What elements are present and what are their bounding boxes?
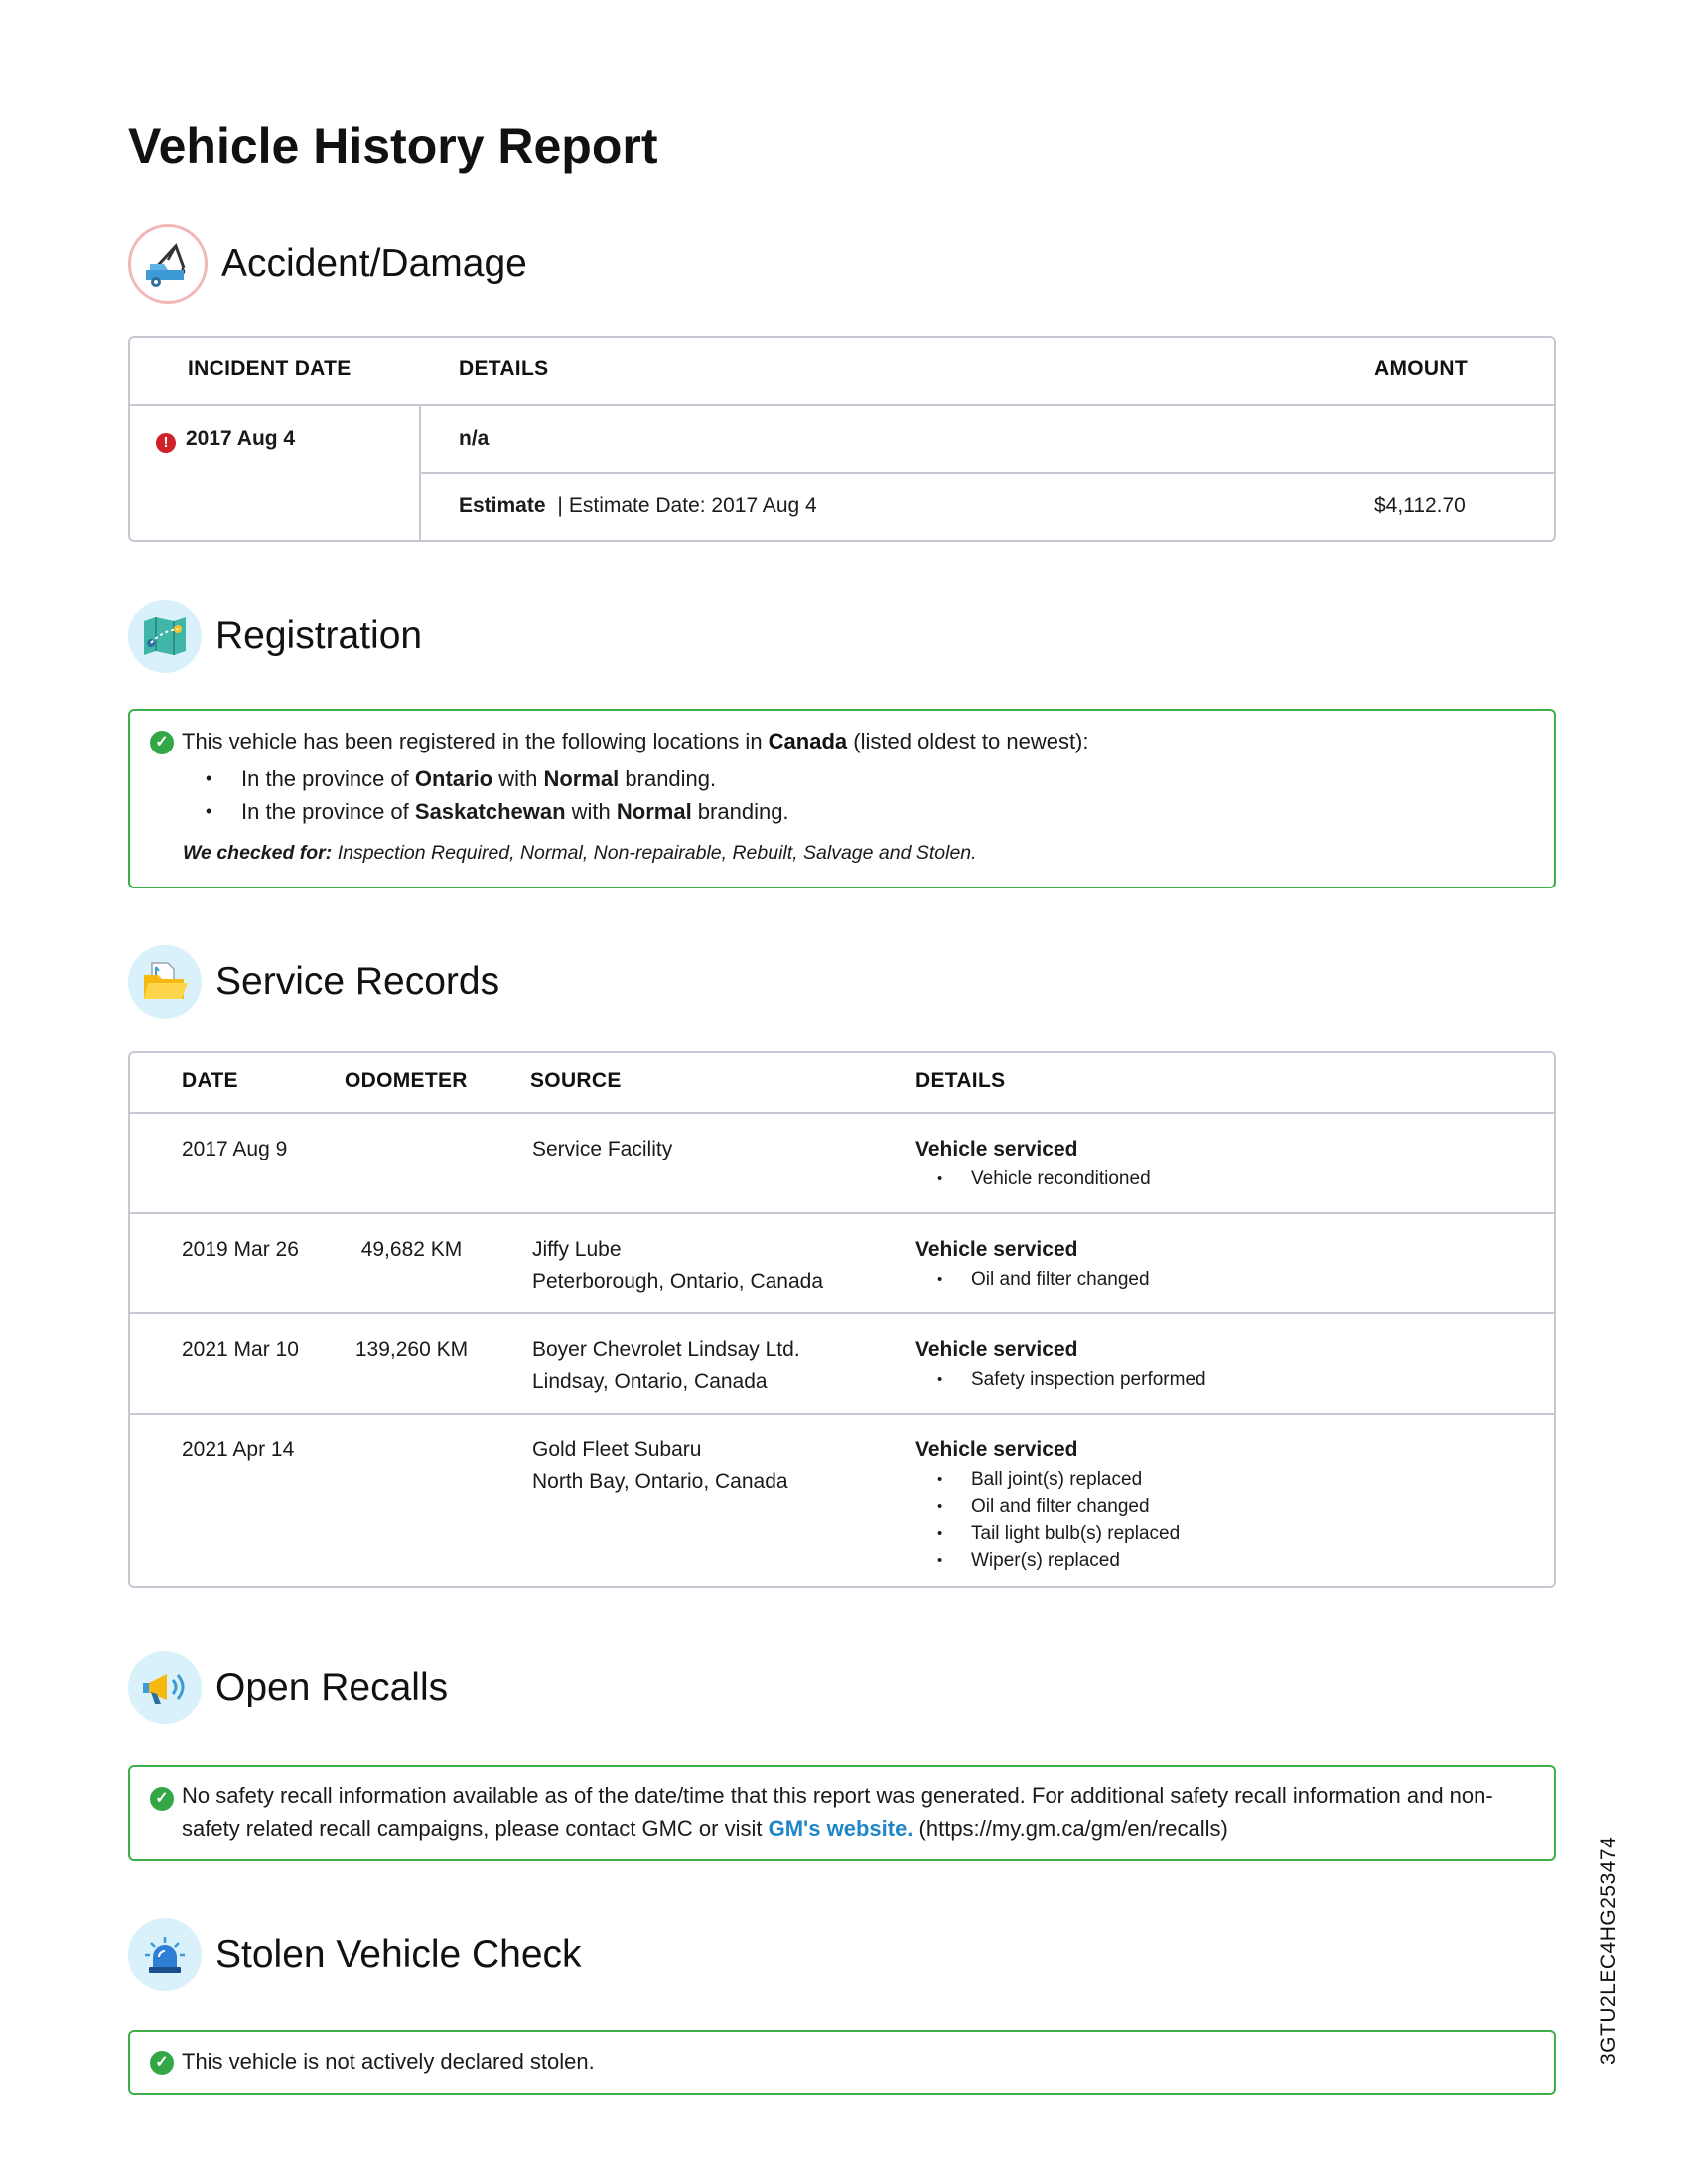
list-item: • Oil and filter changed bbox=[915, 1266, 1150, 1293]
registration-panel bbox=[128, 709, 1556, 888]
estimate-label: Estimate bbox=[459, 494, 546, 517]
item-pre: In the province of bbox=[241, 799, 415, 824]
recalls-panel bbox=[128, 1765, 1556, 1861]
source-name: Service Facility bbox=[532, 1138, 673, 1160]
service-heading: Service Records bbox=[215, 960, 500, 1003]
item-branding: Normal bbox=[543, 766, 620, 791]
check-circle-icon: ✓ bbox=[150, 2051, 174, 2075]
source-name: Gold Fleet Subaru bbox=[532, 1438, 702, 1461]
recalls-heading: Open Recalls bbox=[215, 1666, 449, 1708]
registration-intro-pre: This vehicle has been registered in the following locations in bbox=[182, 729, 769, 753]
check-circle-icon: ✓ bbox=[150, 731, 174, 754]
service-title: Vehicle serviced bbox=[915, 1338, 1078, 1361]
source-location: Lindsay, Ontario, Canada bbox=[532, 1370, 768, 1393]
service-odometer: 139,260 KM bbox=[354, 1338, 469, 1361]
service-source bbox=[532, 1234, 823, 1297]
service-date: 2021 Mar 10 bbox=[182, 1338, 299, 1361]
stolen-message: This vehicle is not actively declared stolen. bbox=[182, 2049, 595, 2074]
list-item: • Tail light bulb(s) replaced bbox=[915, 1520, 1180, 1547]
row-divider bbox=[130, 1413, 1554, 1415]
registration-list bbox=[186, 762, 789, 828]
list-item: • Safety inspection performed bbox=[915, 1366, 1206, 1393]
column-header-details: DETAILS bbox=[459, 357, 549, 380]
estimate-separator: | bbox=[557, 494, 563, 517]
registration-intro-post: (listed oldest to newest): bbox=[847, 729, 1089, 753]
column-header-source: SOURCE bbox=[530, 1069, 622, 1092]
recalls-url-text: (https://my.gm.ca/gm/en/recalls) bbox=[913, 1816, 1228, 1841]
service-details bbox=[915, 1234, 1150, 1293]
row-divider bbox=[130, 1212, 1554, 1214]
service-title: Vehicle serviced bbox=[915, 1438, 1078, 1461]
item-branding: Normal bbox=[616, 799, 692, 824]
recalls-text: No safety recall information available as of the date/time that this report was generated. For additional safety recall information and non-safety related recall campaigns, please contact GMC or visit bbox=[182, 1783, 1493, 1841]
estimate-line bbox=[459, 490, 817, 522]
accident-heading: Accident/Damage bbox=[221, 242, 527, 285]
map-icon bbox=[128, 600, 202, 673]
service-details bbox=[915, 1334, 1206, 1393]
column-header-odometer: ODOMETER bbox=[345, 1069, 468, 1092]
item-post: branding. bbox=[691, 799, 789, 824]
recalls-section-header bbox=[128, 1648, 448, 1727]
list-item: • Wiper(s) replaced bbox=[915, 1547, 1180, 1573]
source-name: Boyer Chevrolet Lindsay Ltd. bbox=[532, 1338, 800, 1361]
checked-for-label: We checked for: bbox=[183, 842, 333, 864]
service-items bbox=[915, 1466, 1180, 1573]
service-details bbox=[915, 1434, 1180, 1573]
checked-for-list: Inspection Required, Normal, Non-repairable, Rebuilt, Salvage and Stolen. bbox=[332, 842, 977, 864]
service-title: Vehicle serviced bbox=[915, 1138, 1078, 1160]
estimate-amount: $4,112.70 bbox=[1374, 494, 1466, 517]
list-item: • Ball joint(s) replaced bbox=[915, 1466, 1180, 1493]
registration-country: Canada bbox=[768, 729, 848, 753]
estimate-date: Estimate Date: 2017 Aug 4 bbox=[568, 494, 817, 517]
column-header-incident-date: INCIDENT DATE bbox=[188, 357, 352, 380]
source-location: Peterborough, Ontario, Canada bbox=[532, 1270, 824, 1293]
recalls-message bbox=[182, 1779, 1542, 1844]
service-date: 2017 Aug 9 bbox=[182, 1138, 288, 1160]
stolen-section-header bbox=[128, 1915, 582, 1994]
service-source bbox=[532, 1434, 788, 1498]
service-section-header bbox=[128, 942, 499, 1022]
checked-for-note bbox=[183, 842, 977, 865]
list-item: • Vehicle reconditioned bbox=[915, 1165, 1151, 1192]
megaphone-icon bbox=[128, 1651, 202, 1724]
list-item: • Oil and filter changed bbox=[915, 1493, 1180, 1520]
stolen-heading: Stolen Vehicle Check bbox=[215, 1933, 582, 1976]
service-date: 2019 Mar 26 bbox=[182, 1238, 299, 1261]
item-province: Ontario bbox=[414, 766, 493, 791]
alert-icon: ! bbox=[156, 433, 176, 453]
column-header-date: DATE bbox=[182, 1069, 238, 1092]
vin-label: 3GTU2LEC4HG253474 bbox=[1597, 1836, 1619, 2065]
service-title: Vehicle serviced bbox=[915, 1238, 1078, 1261]
item-province: Saskatchewan bbox=[414, 799, 566, 824]
tow-truck-icon bbox=[128, 224, 208, 304]
column-header-details: DETAILS bbox=[915, 1069, 1006, 1092]
header-divider bbox=[130, 404, 1554, 406]
accident-section-header bbox=[128, 224, 527, 304]
column-header-amount: AMOUNT bbox=[1374, 357, 1468, 380]
page-title: Vehicle History Report bbox=[128, 118, 658, 174]
item-mid: with bbox=[492, 766, 544, 791]
registration-heading: Registration bbox=[215, 614, 423, 657]
service-source bbox=[532, 1134, 672, 1165]
item-mid: with bbox=[565, 799, 617, 824]
incident-date-text: 2017 Aug 4 bbox=[186, 427, 296, 450]
check-circle-icon: ✓ bbox=[150, 1787, 174, 1811]
service-odometer: 49,682 KM bbox=[360, 1238, 463, 1261]
registration-intro bbox=[182, 725, 1532, 757]
service-items bbox=[915, 1266, 1150, 1293]
list-item bbox=[186, 795, 789, 828]
accident-table bbox=[128, 336, 1556, 542]
incident-detail: n/a bbox=[459, 427, 490, 450]
service-source bbox=[532, 1334, 800, 1398]
header-divider bbox=[130, 1112, 1554, 1114]
gm-website-link[interactable]: GM's website. bbox=[768, 1816, 914, 1841]
source-location: North Bay, Ontario, Canada bbox=[532, 1470, 788, 1493]
stolen-panel bbox=[128, 2030, 1556, 2095]
folder-icon bbox=[128, 945, 202, 1019]
source-name: Jiffy Lube bbox=[532, 1238, 622, 1261]
service-items bbox=[915, 1165, 1151, 1192]
item-pre: In the province of bbox=[241, 766, 415, 791]
service-details bbox=[915, 1134, 1151, 1192]
row-divider bbox=[130, 1312, 1554, 1314]
row-divider bbox=[421, 472, 1554, 474]
service-table bbox=[128, 1051, 1556, 1588]
registration-section-header bbox=[128, 597, 422, 676]
service-date: 2021 Apr 14 bbox=[182, 1438, 295, 1461]
incident-date bbox=[156, 423, 295, 455]
item-post: branding. bbox=[619, 766, 717, 791]
service-items bbox=[915, 1366, 1206, 1393]
siren-icon bbox=[128, 1918, 202, 1991]
list-item bbox=[186, 762, 789, 795]
